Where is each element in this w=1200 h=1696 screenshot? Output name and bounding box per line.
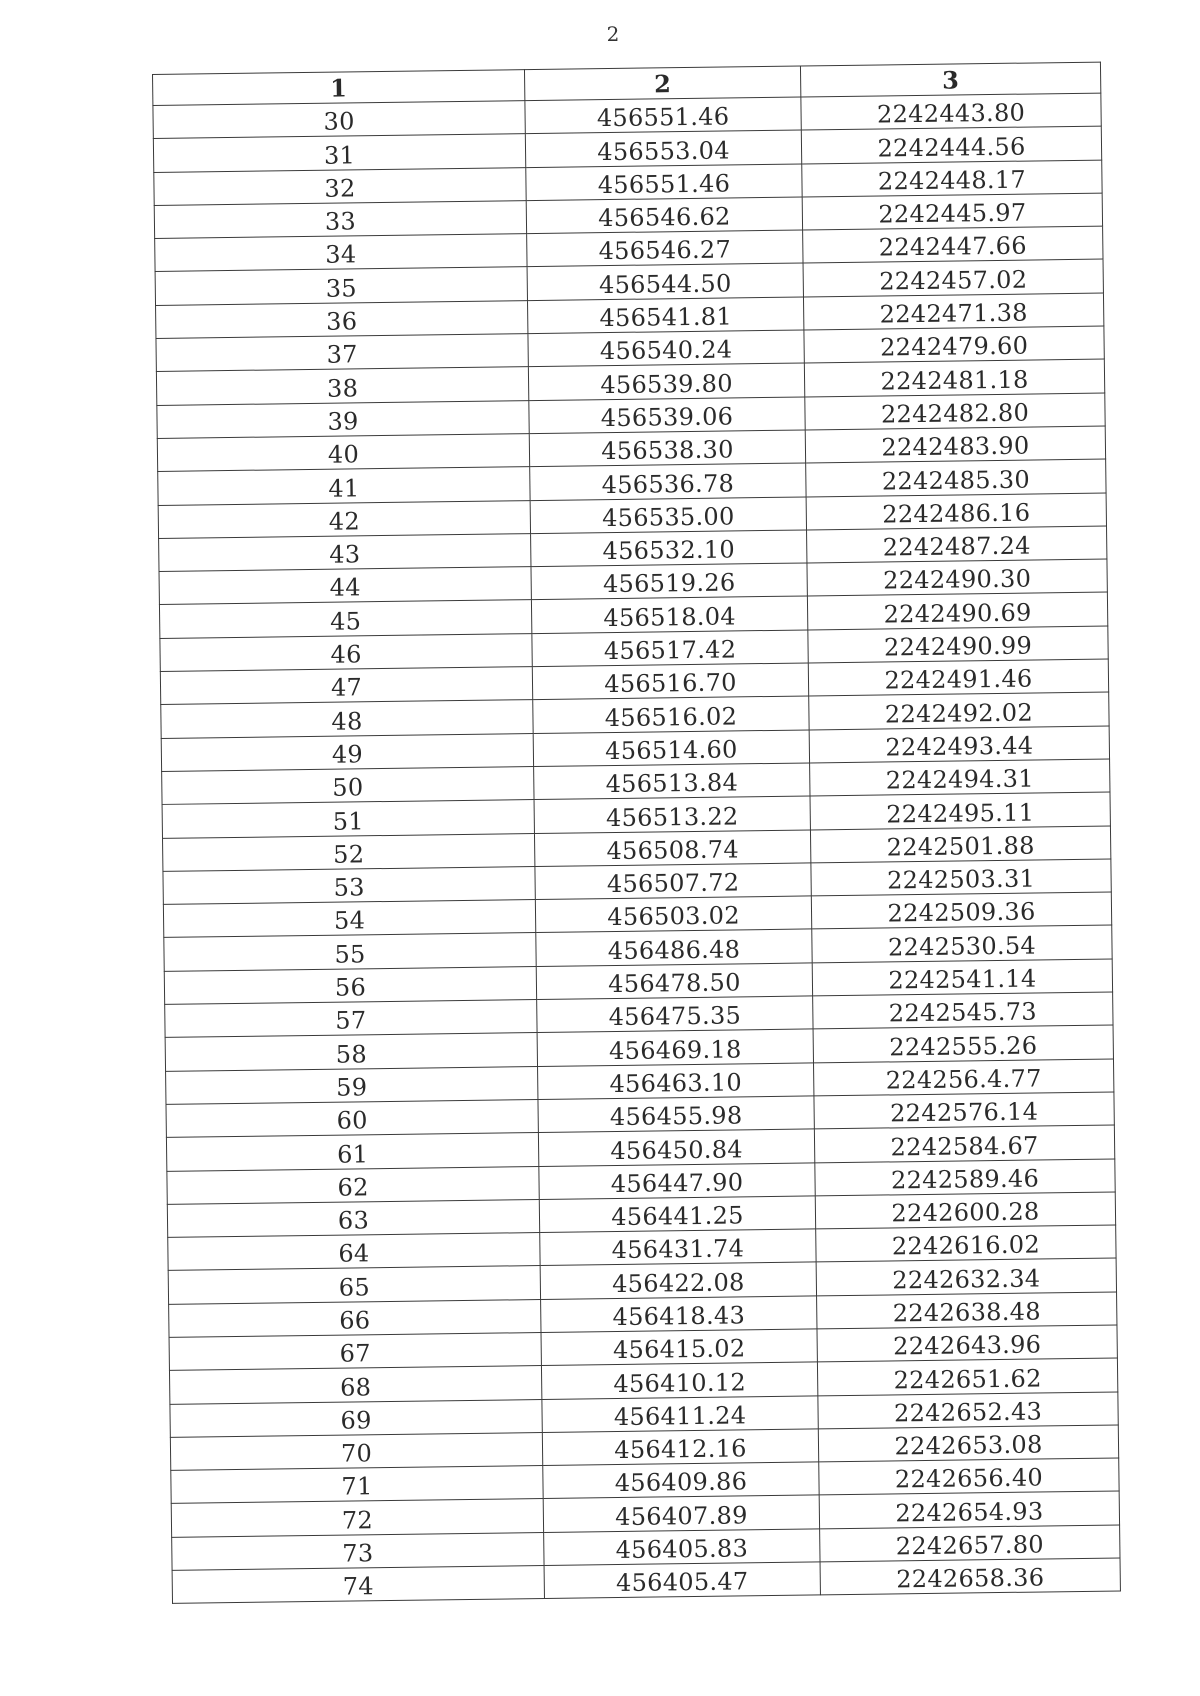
point-number-cell <box>165 1000 537 1038</box>
cell-value: 456478.50 <box>608 968 741 999</box>
point-number-cell <box>161 733 533 771</box>
cell-value: 2242501.88 <box>886 831 1035 862</box>
point-number-cell <box>170 1399 542 1437</box>
cell-value: 2242658.36 <box>896 1563 1045 1594</box>
point-number-cell <box>161 700 533 738</box>
cell-value: 456553.04 <box>597 136 730 166</box>
x-coordinate-cell <box>530 463 806 500</box>
cell-value: 456508.74 <box>606 835 740 865</box>
cell-value: 2242490.30 <box>882 564 1032 595</box>
cell-value: 2242576.14 <box>889 1097 1039 1128</box>
y-coordinate-cell <box>803 260 1103 297</box>
cell-value: 456517.42 <box>603 635 737 666</box>
y-coordinate-cell <box>815 1158 1115 1195</box>
point-number-cell <box>156 300 528 338</box>
page-number: 2 <box>606 22 620 46</box>
cell-value: 456541.81 <box>599 302 733 333</box>
cell-value: 37 <box>326 340 358 370</box>
point-number-cell <box>162 800 534 838</box>
point-number-cell <box>169 1333 541 1371</box>
cell-value: 2242494.31 <box>885 764 1035 795</box>
cell-value: 456418.43 <box>612 1301 746 1332</box>
y-coordinate-cell <box>808 626 1108 663</box>
cell-value: 48 <box>331 706 363 736</box>
x-coordinate-cell <box>537 1029 813 1066</box>
cell-value: 65 <box>338 1272 371 1302</box>
point-number-cell <box>172 1566 544 1604</box>
cell-value: 38 <box>326 374 359 403</box>
cell-value: 40 <box>327 440 360 469</box>
x-coordinate-cell <box>537 996 813 1033</box>
cell-value: 2242541.14 <box>888 964 1037 995</box>
point-number-cell <box>157 434 529 472</box>
y-coordinate-cell <box>809 726 1109 763</box>
cell-value: 456486.48 <box>607 935 741 965</box>
x-coordinate-cell <box>534 796 810 833</box>
x-coordinate-cell <box>544 1562 820 1599</box>
header-cell-y <box>800 62 1100 97</box>
header-cell-point-number <box>153 70 525 106</box>
cell-value: 2242482.80 <box>880 398 1030 429</box>
x-coordinate-cell <box>528 363 804 400</box>
x-coordinate-cell <box>527 297 803 334</box>
y-coordinate-cell <box>810 792 1110 829</box>
cell-value: 2242495.11 <box>886 798 1035 828</box>
cell-value: 32 <box>324 174 356 203</box>
cell-value: 2242490.69 <box>883 598 1032 629</box>
y-coordinate-cell <box>818 1392 1118 1429</box>
cell-value: 456532.10 <box>602 535 736 566</box>
cell-value: 456463.10 <box>609 1068 743 1099</box>
cell-value: 456407.89 <box>614 1501 748 1531</box>
cell-value: 456455.98 <box>609 1101 743 1132</box>
point-number-cell <box>162 767 534 805</box>
cell-value: 456475.35 <box>608 1001 742 1032</box>
x-coordinate-cell <box>525 97 801 134</box>
y-coordinate-cell <box>806 459 1106 496</box>
cell-value: 59 <box>336 1073 368 1102</box>
x-coordinate-cell <box>536 929 812 966</box>
y-coordinate-cell <box>812 959 1112 996</box>
cell-value: 456539.80 <box>600 369 734 399</box>
y-coordinate-cell <box>804 359 1104 396</box>
y-coordinate-cell <box>814 1092 1114 1129</box>
cell-value: 2242589.46 <box>890 1164 1040 1195</box>
cell-value: 74 <box>342 1572 375 1601</box>
cell-value: 49 <box>331 740 364 769</box>
cell-value: 62 <box>337 1173 369 1202</box>
y-coordinate-cell <box>819 1458 1119 1495</box>
cell-value: 72 <box>341 1505 374 1535</box>
y-coordinate-cell <box>817 1325 1117 1362</box>
cell-value: 456503.02 <box>607 901 741 932</box>
y-coordinate-cell <box>808 659 1108 696</box>
point-number-cell <box>166 1066 538 1104</box>
cell-value: 456544.50 <box>598 269 732 299</box>
point-number-cell <box>171 1466 543 1504</box>
point-number-cell <box>154 201 526 239</box>
x-coordinate-cell <box>541 1296 817 1333</box>
x-coordinate-cell <box>529 430 805 467</box>
point-number-cell <box>156 367 528 405</box>
point-number-cell <box>168 1233 540 1271</box>
cell-value: 456551.46 <box>597 169 731 200</box>
x-coordinate-cell <box>540 1262 816 1299</box>
point-number-cell <box>167 1166 539 1204</box>
cell-value: 2242555.26 <box>889 1031 1038 1062</box>
cell-value: 456535.00 <box>601 502 735 533</box>
y-coordinate-cell <box>820 1558 1120 1595</box>
x-coordinate-cell <box>533 730 809 767</box>
cell-value: 456546.62 <box>597 202 731 233</box>
cell-value: 52 <box>332 840 365 869</box>
cell-value: 2242600.28 <box>891 1197 1040 1228</box>
y-coordinate-cell <box>816 1258 1116 1295</box>
point-number-cell <box>155 234 527 272</box>
cell-value: 456538.30 <box>601 435 734 466</box>
cell-value: 50 <box>332 773 364 802</box>
point-number-cell <box>168 1266 540 1304</box>
point-number-cell <box>170 1432 542 1470</box>
cell-value: 456513.84 <box>605 768 739 799</box>
cell-value: 61 <box>336 1139 369 1169</box>
x-coordinate-cell <box>541 1362 817 1399</box>
x-coordinate-cell <box>533 696 809 733</box>
cell-value: 2242445.97 <box>878 198 1027 229</box>
coordinates-table-container <box>152 62 1120 1605</box>
cell-value: 43 <box>329 540 361 569</box>
header-label: 3 <box>941 65 960 95</box>
cell-value: 456411.24 <box>613 1401 747 1431</box>
cell-value: 2242457.02 <box>879 265 1028 296</box>
x-coordinate-cell <box>543 1462 819 1499</box>
y-coordinate-cell <box>818 1425 1118 1462</box>
x-coordinate-cell <box>527 230 803 267</box>
cell-value: 2242545.73 <box>888 997 1038 1028</box>
x-coordinate-cell <box>536 963 812 1000</box>
y-coordinate-cell <box>815 1192 1115 1229</box>
x-coordinate-cell <box>543 1495 819 1532</box>
x-coordinate-cell <box>540 1229 816 1266</box>
y-coordinate-cell <box>817 1358 1117 1395</box>
point-number-cell <box>163 866 535 904</box>
cell-value: 2242487.24 <box>882 531 1031 562</box>
cell-value: 71 <box>341 1472 373 1502</box>
cell-value: 2242632.34 <box>892 1264 1041 1295</box>
cell-value: 41 <box>328 473 360 503</box>
x-coordinate-cell <box>530 497 806 534</box>
point-number-cell <box>156 334 528 372</box>
cell-value: 2242485.30 <box>881 465 1031 496</box>
cell-value: 63 <box>337 1206 370 1235</box>
x-coordinate-cell <box>528 330 804 367</box>
point-number-cell <box>153 134 525 172</box>
y-coordinate-cell <box>807 559 1107 596</box>
cell-value: 2242654.93 <box>895 1497 1044 1528</box>
cell-value: 42 <box>328 507 361 536</box>
cell-value: 54 <box>333 906 366 936</box>
cell-value: 456412.16 <box>614 1434 747 1465</box>
x-coordinate-cell <box>539 1162 815 1199</box>
point-number-cell <box>159 533 531 571</box>
y-coordinate-cell <box>803 226 1103 263</box>
cell-value: 67 <box>339 1339 372 1368</box>
y-coordinate-cell <box>811 892 1111 929</box>
point-number-cell <box>169 1366 541 1404</box>
x-coordinate-cell <box>542 1395 818 1432</box>
x-coordinate-cell <box>541 1329 817 1366</box>
y-coordinate-cell <box>803 293 1103 330</box>
cell-value: 456518.04 <box>603 602 737 632</box>
cell-value: 2242638.48 <box>892 1297 1041 1328</box>
cell-value: 30 <box>323 107 355 137</box>
cell-value: 456469.18 <box>608 1034 742 1065</box>
y-coordinate-cell <box>813 1059 1113 1096</box>
x-coordinate-cell <box>531 563 807 600</box>
cell-value: 456551.46 <box>596 102 730 133</box>
x-coordinate-cell <box>535 863 811 900</box>
y-coordinate-cell <box>807 592 1107 629</box>
point-number-cell <box>169 1299 541 1337</box>
cell-value: 2242481.18 <box>880 365 1029 396</box>
x-coordinate-cell <box>538 1129 814 1166</box>
point-number-cell <box>160 667 532 705</box>
point-number-cell <box>164 933 536 971</box>
x-coordinate-cell <box>532 663 808 700</box>
y-coordinate-cell <box>806 493 1106 530</box>
cell-value: 2242584.67 <box>890 1130 1039 1161</box>
y-coordinate-cell <box>805 426 1105 463</box>
cell-value: 64 <box>338 1239 370 1269</box>
cell-value: 73 <box>342 1539 374 1568</box>
point-number-cell <box>158 500 530 538</box>
cell-value: 45 <box>329 607 362 636</box>
cell-value: 456431.74 <box>611 1234 745 1265</box>
cell-value: 58 <box>335 1039 368 1069</box>
point-number-cell <box>159 600 531 638</box>
y-coordinate-cell <box>820 1525 1120 1562</box>
cell-value: 456516.70 <box>604 668 737 699</box>
y-coordinate-cell <box>809 692 1109 729</box>
point-number-cell <box>166 1099 538 1137</box>
point-number-cell <box>163 900 535 938</box>
cell-value: 2242447.66 <box>878 232 1028 262</box>
point-number-cell <box>165 1033 537 1071</box>
cell-value: 456410.12 <box>613 1367 747 1398</box>
cell-value: 34 <box>325 240 357 270</box>
cell-value: 2242503.31 <box>886 864 1036 895</box>
point-number-cell <box>172 1532 544 1570</box>
cell-value: 53 <box>333 873 365 902</box>
cell-value: 456507.72 <box>606 868 740 899</box>
cell-value: 456405.47 <box>615 1567 749 1598</box>
cell-value: 2242492.02 <box>884 698 1034 729</box>
cell-value: 35 <box>325 274 358 303</box>
point-number-cell <box>171 1499 543 1537</box>
y-coordinate-cell <box>813 992 1113 1029</box>
y-coordinate-cell <box>811 859 1111 896</box>
cell-value: 456514.60 <box>604 735 738 766</box>
cell-value: 70 <box>340 1439 373 1468</box>
cell-value: 47 <box>330 673 363 703</box>
cell-value: 44 <box>329 573 361 603</box>
cell-value: 2242486.16 <box>882 498 1031 529</box>
cell-value: 456540.24 <box>599 335 733 366</box>
point-number-cell <box>154 167 526 205</box>
cell-value: 2242643.96 <box>893 1330 1042 1361</box>
x-coordinate-cell <box>534 763 810 800</box>
point-number-cell <box>153 101 525 139</box>
cell-value: 456415.02 <box>612 1334 746 1365</box>
cell-value: 456546.27 <box>598 235 732 266</box>
point-number-cell <box>158 467 530 505</box>
coordinates-table <box>152 62 1121 1605</box>
y-coordinate-cell <box>810 759 1110 796</box>
point-number-cell <box>157 400 529 438</box>
cell-value: 2242448.17 <box>877 165 1027 196</box>
x-coordinate-cell <box>539 1196 815 1233</box>
cell-value: 2242530.54 <box>887 931 1037 962</box>
cell-value: 456513.22 <box>605 801 739 832</box>
x-coordinate-cell <box>529 397 805 434</box>
cell-value: 2242657.80 <box>895 1530 1045 1561</box>
cell-value: 456519.26 <box>602 568 736 599</box>
x-coordinate-cell <box>534 829 810 866</box>
cell-value: 39 <box>327 407 359 436</box>
y-coordinate-cell <box>814 1125 1114 1162</box>
y-coordinate-cell <box>819 1491 1119 1528</box>
cell-value: 2242509.36 <box>887 897 1036 928</box>
cell-value: 2242656.40 <box>894 1463 1044 1494</box>
cell-value: 2242444.56 <box>877 132 1026 163</box>
cell-value: 456405.83 <box>615 1534 749 1565</box>
x-coordinate-cell <box>525 130 801 167</box>
cell-value: 2242479.60 <box>879 331 1029 362</box>
x-coordinate-cell <box>526 164 802 201</box>
x-coordinate-cell <box>538 1096 814 1133</box>
cell-value: 456447.90 <box>610 1168 744 1198</box>
cell-value: 2242443.80 <box>876 98 1026 129</box>
y-coordinate-cell <box>802 193 1102 230</box>
cell-value: 456516.02 <box>604 702 738 732</box>
header-label: 1 <box>330 73 348 103</box>
cell-value: 57 <box>335 1006 367 1035</box>
cell-value: 2242491.46 <box>884 664 1033 695</box>
cell-value: 2242471.38 <box>879 298 1028 329</box>
point-number-cell <box>155 267 527 305</box>
y-coordinate-cell <box>813 1025 1113 1062</box>
cell-value: 2242653.08 <box>894 1430 1043 1461</box>
cell-value: 31 <box>323 140 356 170</box>
cell-value: 46 <box>330 640 362 669</box>
cell-value: 2242493.44 <box>885 731 1034 762</box>
y-coordinate-cell <box>816 1225 1116 1262</box>
y-coordinate-cell <box>807 526 1107 563</box>
cell-value: 55 <box>334 939 366 969</box>
point-number-cell <box>159 567 531 605</box>
x-coordinate-cell <box>531 596 807 633</box>
y-coordinate-cell <box>801 93 1101 130</box>
cell-value: 51 <box>332 806 365 836</box>
y-coordinate-cell <box>812 925 1112 962</box>
y-coordinate-cell <box>802 160 1102 197</box>
cell-value: 456409.86 <box>614 1467 748 1498</box>
cell-value: 2242652.43 <box>893 1397 1043 1428</box>
y-coordinate-cell <box>804 326 1104 363</box>
point-number-cell <box>166 1133 538 1171</box>
cell-value: 56 <box>334 973 367 1002</box>
cell-value: 69 <box>340 1406 372 1435</box>
cell-value: 456441.25 <box>611 1201 744 1232</box>
cell-value: 2242651.62 <box>893 1364 1042 1394</box>
y-coordinate-cell <box>810 826 1110 863</box>
x-coordinate-cell <box>542 1429 818 1466</box>
y-coordinate-cell <box>817 1292 1117 1329</box>
x-coordinate-cell <box>531 530 807 567</box>
cell-value: 456536.78 <box>601 468 735 499</box>
x-coordinate-cell <box>535 896 811 933</box>
point-number-cell <box>160 633 532 671</box>
y-coordinate-cell <box>805 393 1105 430</box>
cell-value: 2242490.99 <box>883 631 1033 662</box>
point-number-cell <box>163 833 535 871</box>
cell-value: 33 <box>324 207 357 236</box>
x-coordinate-cell <box>527 263 803 300</box>
point-number-cell <box>167 1199 539 1237</box>
cell-value: 2242616.02 <box>891 1230 1041 1261</box>
cell-value: 60 <box>336 1106 368 1135</box>
x-coordinate-cell <box>532 630 808 667</box>
cell-value: 2242483.90 <box>881 431 1030 462</box>
x-coordinate-cell <box>538 1063 814 1100</box>
cell-value: 456422.08 <box>611 1268 745 1298</box>
y-coordinate-cell <box>801 126 1101 163</box>
cell-value: 456450.84 <box>610 1134 744 1165</box>
cell-value: 456539.06 <box>600 402 734 433</box>
cell-value: 68 <box>339 1372 372 1402</box>
x-coordinate-cell <box>526 197 802 234</box>
x-coordinate-cell <box>544 1529 820 1566</box>
header-cell-x <box>524 66 800 101</box>
cell-value: 66 <box>339 1306 371 1335</box>
table-body <box>153 93 1121 1604</box>
cell-value: 224256.4.77 <box>885 1064 1042 1095</box>
cell-value: 36 <box>325 307 358 336</box>
header-label: 2 <box>653 69 672 99</box>
point-number-cell <box>164 966 536 1004</box>
